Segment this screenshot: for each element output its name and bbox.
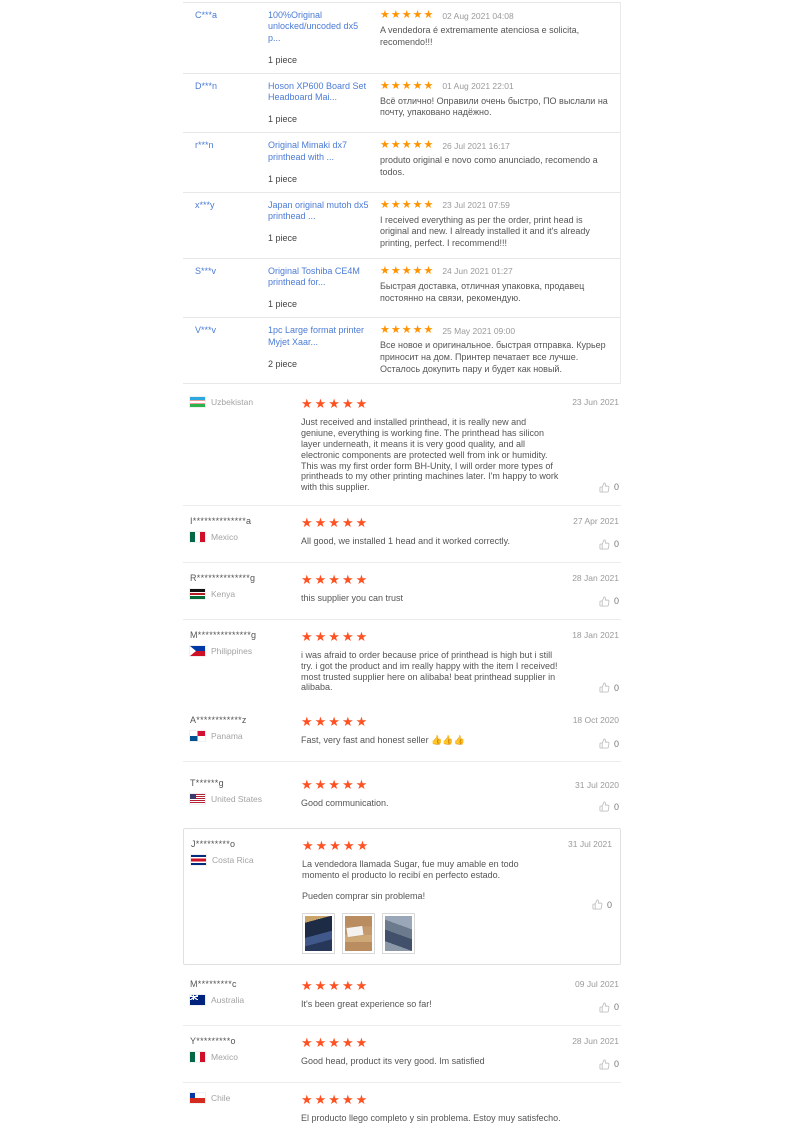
review-date: 25 May 2021 09:00 — [442, 325, 516, 336]
country-label: Philippines — [211, 645, 253, 656]
review-text: It's been great experience so far! — [301, 998, 432, 1009]
review-text: Good communication. — [301, 798, 389, 809]
thumbs-up-icon — [599, 682, 610, 693]
review-text: La vendedora llamada Sugar, fue muy amable en todo momento el producto lo recibí en perfecto estado. — [302, 859, 519, 880]
transaction-review-row — [183, 2, 620, 73]
star-rating: ★★★★★ — [380, 79, 435, 92]
quantity-label: 1 piece — [268, 173, 298, 184]
site-reviews-list — [183, 387, 621, 1138]
buyer-name: x***y — [195, 199, 215, 210]
flag-costa-rica-icon — [191, 855, 206, 865]
review-date: 31 Jul 2021 — [568, 839, 612, 850]
like-button[interactable] — [599, 1059, 619, 1070]
review-date: 02 Aug 2021 04:08 — [442, 10, 514, 21]
review-date: 24 Jun 2021 01:27 — [442, 266, 513, 277]
review-date: 26 Jul 2021 16:17 — [442, 140, 510, 151]
star-rating: ★★★★★ — [301, 977, 370, 993]
flag-chile-icon — [190, 1093, 205, 1103]
product-link[interactable]: Hoson XP600 Board Set Headboard Mai... — [268, 80, 367, 102]
reviewer-username: T******g — [190, 778, 224, 789]
site-review-row — [183, 1083, 621, 1139]
review-date: 28 Jun 2021 — [572, 1035, 619, 1046]
flag-uzbekistan-icon — [190, 397, 205, 407]
country-label: Uzbekistan — [211, 397, 254, 408]
country-label: Costa Rica — [212, 855, 254, 866]
like-count: 0 — [613, 482, 619, 493]
quantity-label: 1 piece — [268, 299, 298, 310]
site-review-row — [184, 837, 614, 953]
flag-mexico-icon — [190, 532, 205, 542]
buyer-name: r***n — [195, 140, 214, 151]
review-date: 18 Jan 2021 — [572, 629, 619, 640]
site-review-row — [183, 387, 621, 506]
site-review-row — [183, 620, 621, 705]
country-label: Kenya — [211, 588, 236, 599]
product-link[interactable]: 1pc Large format printer Myjet Xaar... — [268, 325, 365, 347]
star-rating: ★★★★★ — [301, 1091, 370, 1107]
review-date: 09 Jul 2021 — [575, 978, 619, 989]
site-review-row — [183, 969, 621, 1026]
transaction-review-row — [183, 132, 620, 192]
like-button[interactable] — [592, 899, 612, 910]
like-count: 0 — [613, 1002, 619, 1013]
review-photo-thumbnail[interactable] — [382, 913, 415, 954]
star-rating: ★★★★★ — [380, 139, 435, 152]
quantity-label: 2 piece — [268, 358, 298, 369]
product-link[interactable]: 100%Original unlocked/uncoded dx5 p... — [268, 10, 359, 43]
buyer-name: D***n — [195, 80, 218, 91]
product-link[interactable]: Original Mimaki dx7 printhead with ... — [268, 140, 348, 162]
like-button[interactable] — [599, 539, 619, 550]
star-rating: ★★★★★ — [301, 777, 370, 793]
star-rating: ★★★★★ — [301, 571, 370, 587]
like-count: 0 — [613, 539, 619, 550]
like-count: 0 — [613, 682, 619, 693]
review-photos — [302, 913, 554, 954]
thumbs-up-icon — [592, 899, 603, 910]
review-photo-thumbnail[interactable] — [342, 913, 375, 954]
review-date: 31 Jul 2020 — [575, 780, 619, 791]
review-text: Good head, product its very good. Im satisfied — [301, 1055, 485, 1066]
flag-mexico-icon — [190, 1052, 205, 1062]
flag-australia-icon — [190, 995, 205, 1005]
star-rating: ★★★★★ — [301, 396, 370, 412]
thumbs-up-icon — [599, 596, 610, 607]
product-link[interactable]: Japan original mutoh dx5 printhead ... — [268, 199, 369, 221]
transaction-review-row — [183, 73, 620, 133]
transaction-reviews-table — [183, 2, 621, 384]
country-label: Panama — [211, 731, 243, 742]
review-date: 27 Apr 2021 — [573, 515, 619, 526]
review-text: produto original e novo como anunciado, recomendo a todos. — [380, 155, 598, 177]
like-count: 0 — [613, 1059, 619, 1070]
star-rating: ★★★★★ — [380, 198, 435, 211]
quantity-label: 1 piece — [268, 233, 298, 244]
country-label: Chile — [211, 1092, 231, 1103]
star-rating: ★★★★★ — [380, 324, 435, 337]
reviewer-username: M*********c — [190, 978, 237, 989]
transaction-review-row — [183, 192, 620, 258]
flag-panama-icon — [190, 731, 205, 741]
review-text: Быстрая доставка, отличная упаковка, продавец постоянно на связи, рекомендую. — [380, 280, 585, 303]
review-text: El producto llego completo y sin problema. Estoy muy satisfecho. — [301, 1112, 561, 1123]
reviewer-username: A************z — [190, 715, 247, 726]
site-review-row — [183, 762, 621, 824]
quantity-label: 1 piece — [268, 114, 298, 125]
like-button[interactable] — [599, 482, 619, 493]
country-label: Mexico — [211, 1051, 238, 1062]
like-button[interactable] — [599, 682, 619, 693]
thumbs-up-icon — [599, 1059, 610, 1070]
thumbs-up-icon — [599, 801, 610, 812]
review-date: 01 Aug 2021 22:01 — [442, 81, 514, 92]
country-label: Australia — [211, 994, 245, 1005]
thumbs-up-icon — [599, 1002, 610, 1013]
flag-philippines-icon — [190, 646, 205, 656]
flag-united-states-icon — [190, 794, 205, 804]
review-date: 23 Jun 2021 — [572, 397, 619, 408]
thumbs-up-icon — [599, 738, 610, 749]
review-date: 28 Jan 2021 — [572, 572, 619, 583]
star-rating: ★★★★★ — [380, 264, 435, 277]
flag-kenya-icon — [190, 589, 205, 599]
review-text: Just received and installed printhead, it is really new and geniune, everything is working fine. The printhead has silicon layer underneath, it means it is very good quality, and all electronic components are protected well from ink or humidity. This was my first order form BH-Unity, I will order more types of printheads to my other printing machines later. I'm happy to work with this supplier. — [301, 417, 559, 493]
reviewer-username: R**************g — [190, 572, 256, 583]
review-text: Fast, very fast and honest seller 👍👍👍 — [301, 735, 465, 746]
country-label: United States — [211, 794, 263, 805]
review-text: All good, we installed 1 head and it worked correctly. — [301, 535, 510, 546]
review-text: I received everything as per the order, print head is original and new. I already installed it and it's already printing, perfect. I recommend!!! — [380, 214, 590, 249]
product-link[interactable]: Original Toshiba CE4M printhead for... — [268, 265, 360, 288]
review-card — [183, 828, 621, 964]
star-rating: ★★★★★ — [301, 714, 370, 730]
review-date: 23 Jul 2021 07:59 — [442, 200, 510, 211]
like-count: 0 — [613, 801, 619, 812]
star-rating: ★★★★★ — [301, 628, 370, 644]
country-label: Mexico — [211, 531, 238, 542]
review-text: A vendedora é extremamente atenciosa e solicita, recomendo!!! — [380, 25, 580, 47]
like-button[interactable] — [599, 801, 619, 812]
thumbs-up-icon — [599, 539, 610, 550]
star-rating: ★★★★★ — [302, 838, 371, 854]
like-button[interactable] — [599, 596, 619, 607]
buyer-name: S***v — [195, 265, 217, 276]
reviewer-username: Y*********o — [190, 1035, 236, 1046]
review-photo-thumbnail[interactable] — [302, 913, 335, 954]
like-button[interactable] — [599, 738, 619, 749]
like-count: 0 — [613, 596, 619, 607]
review-date: 18 Oct 2020 — [572, 715, 619, 726]
like-count: 0 — [613, 738, 619, 749]
reviewer-username: M**************g — [190, 629, 257, 640]
star-rating: ★★★★★ — [301, 514, 370, 530]
like-button[interactable] — [599, 1002, 619, 1013]
review-text: i was afraid to order because price of printhead is high but i still try. i got the product and im really happy with the item I received! most trusted supplier here on alibaba! beat printhead supplier in alibaba. — [301, 649, 558, 693]
transaction-review-row — [183, 258, 620, 318]
reviewer-username: I**************a — [190, 515, 252, 526]
quantity-label: 1 piece — [268, 54, 298, 65]
review-text: Всё отлично! Оправили очень быстро, ПО выслали на почту, упаковано надёжно. — [380, 95, 608, 118]
site-review-row — [183, 705, 621, 762]
site-review-row — [183, 506, 621, 563]
star-rating: ★★★★★ — [301, 1034, 370, 1050]
review-text: this supplier you can trust — [301, 592, 404, 603]
like-count: 0 — [606, 899, 612, 910]
reviewer-username: J*********o — [191, 839, 236, 850]
thumbs-up-icon — [599, 482, 610, 493]
transaction-review-row — [183, 317, 620, 384]
buyer-name: V***v — [195, 325, 217, 336]
review-text: Все новое и оригинальное. быстрая отправка. Курьер приносит на дом. Принтер печатает все лучше. Осталось докупить пару и будет как новый. — [380, 340, 606, 374]
site-review-row — [183, 563, 621, 620]
star-rating: ★★★★★ — [380, 9, 435, 21]
feedback-page — [183, 2, 621, 1139]
review-text: Pueden comprar sin problema! — [302, 890, 426, 901]
site-review-row — [183, 1026, 621, 1083]
buyer-name: C***a — [195, 10, 218, 20]
